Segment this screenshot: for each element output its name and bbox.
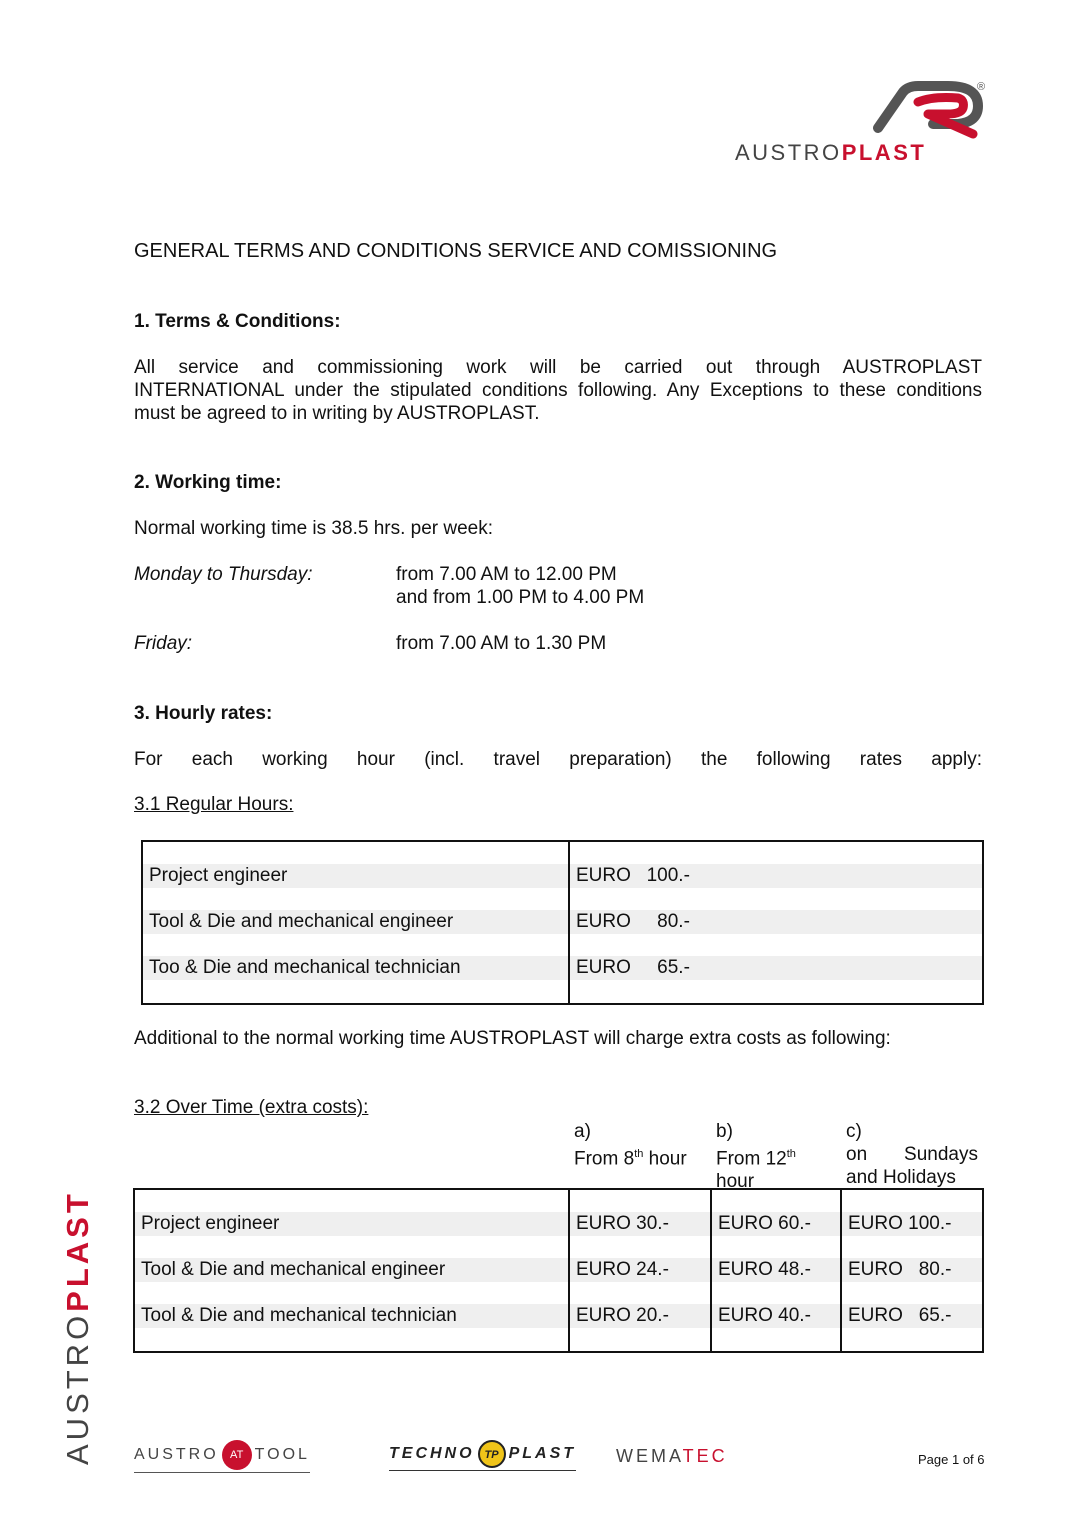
working-time-intro: Normal working time is 38.5 hrs. per week: [134,518,494,539]
rate-cell: EURO 80.- [842,1258,982,1282]
austrotool-logo: AUSTRO AT TOOL [134,1440,310,1473]
rate-column [569,841,983,1004]
technoplast-logo: TECHNO TP PLAST [389,1440,576,1471]
regular-hours-heading: 3.1 Regular Hours: [134,794,294,815]
registered-mark: ® [977,81,986,93]
table-row: Project engineer [135,1212,568,1236]
rate-cell: EURO 65.- [842,1304,982,1328]
overtime-table [133,1188,984,1353]
hourly-rates-intro: For each working hour (incl. travel preparation) the following rates apply: [134,749,982,770]
technoplast-mark-icon: TP [478,1440,506,1468]
section3-heading: 3. Hourly rates: [134,703,273,724]
role-column [134,1189,569,1352]
additional-costs-text: Additional to the normal working time AUSTROPLAST will charge extra costs as following: [134,1028,891,1049]
column-a-header: a) From 8th hour [574,1121,687,1170]
section2-heading: 2. Working time: [134,472,282,493]
page-title: GENERAL TERMS AND CONDITIONS SERVICE AND COMISSIONING [134,240,778,262]
column-c-header: c) on Sundays and Holidays [846,1121,978,1188]
col-a [569,1189,711,1352]
col-b [711,1189,841,1352]
rate-cell: EURO 30.- [570,1212,710,1236]
section1-line3: must be agreed to in writing by AUSTROPLAST. [134,403,540,424]
table-row: Tool & Die and mechanical technician [135,1304,568,1328]
page-number: Page 1 of 6 [918,1452,985,1467]
role-column [142,841,569,1004]
overtime-heading: 3.2 Over Time (extra costs): [134,1097,369,1118]
rate-cell: EURO 100.- [842,1212,982,1236]
rate-cell: EURO 20.- [570,1304,710,1328]
monday-thursday-label: Monday to Thursday: [134,564,313,585]
side-austroplast-logo: AUSTROPLAST [60,1190,95,1465]
rate-cell: EURO 40.- [712,1304,840,1328]
rate-cell: EURO 24.- [570,1258,710,1282]
austrotool-mark-icon: AT [222,1440,252,1470]
regular-hours-table [141,840,984,1005]
table-row: Tool & Die and mechanical engineer [135,1258,568,1282]
monday-thursday-time2: and from 1.00 PM to 4.00 PM [396,587,645,608]
rate-cell: EURO 80.- [570,910,982,934]
col-c [841,1189,983,1352]
rate-cell: EURO 100.- [570,864,982,888]
friday-time: from 7.00 AM to 1.30 PM [396,633,607,654]
table-row: Project engineer [143,864,568,888]
section1-line2: INTERNATIONAL under the stipulated conditions following. Any Exceptions to these conditions [134,380,982,401]
section1-heading: 1. Terms & Conditions: [134,311,341,332]
rate-cell: EURO 60.- [712,1212,840,1236]
column-b-header: b) From 12th hour [716,1121,796,1193]
rate-cell: EURO 65.- [570,956,982,980]
section1-line1: All service and commissioning work will be carried out through AUSTROPLAST [134,357,982,378]
rate-cell: EURO 48.- [712,1258,840,1282]
monday-thursday-time1: from 7.00 AM to 12.00 PM [396,564,617,585]
table-row: Tool & Die and mechanical engineer [143,910,568,934]
wematec-logo: WEMATEC [616,1446,728,1466]
austroplast-logo-text: AUSTROPLAST [735,140,927,165]
friday-label: Friday: [134,633,193,654]
table-row: Too & Die and mechanical technician [143,956,568,980]
